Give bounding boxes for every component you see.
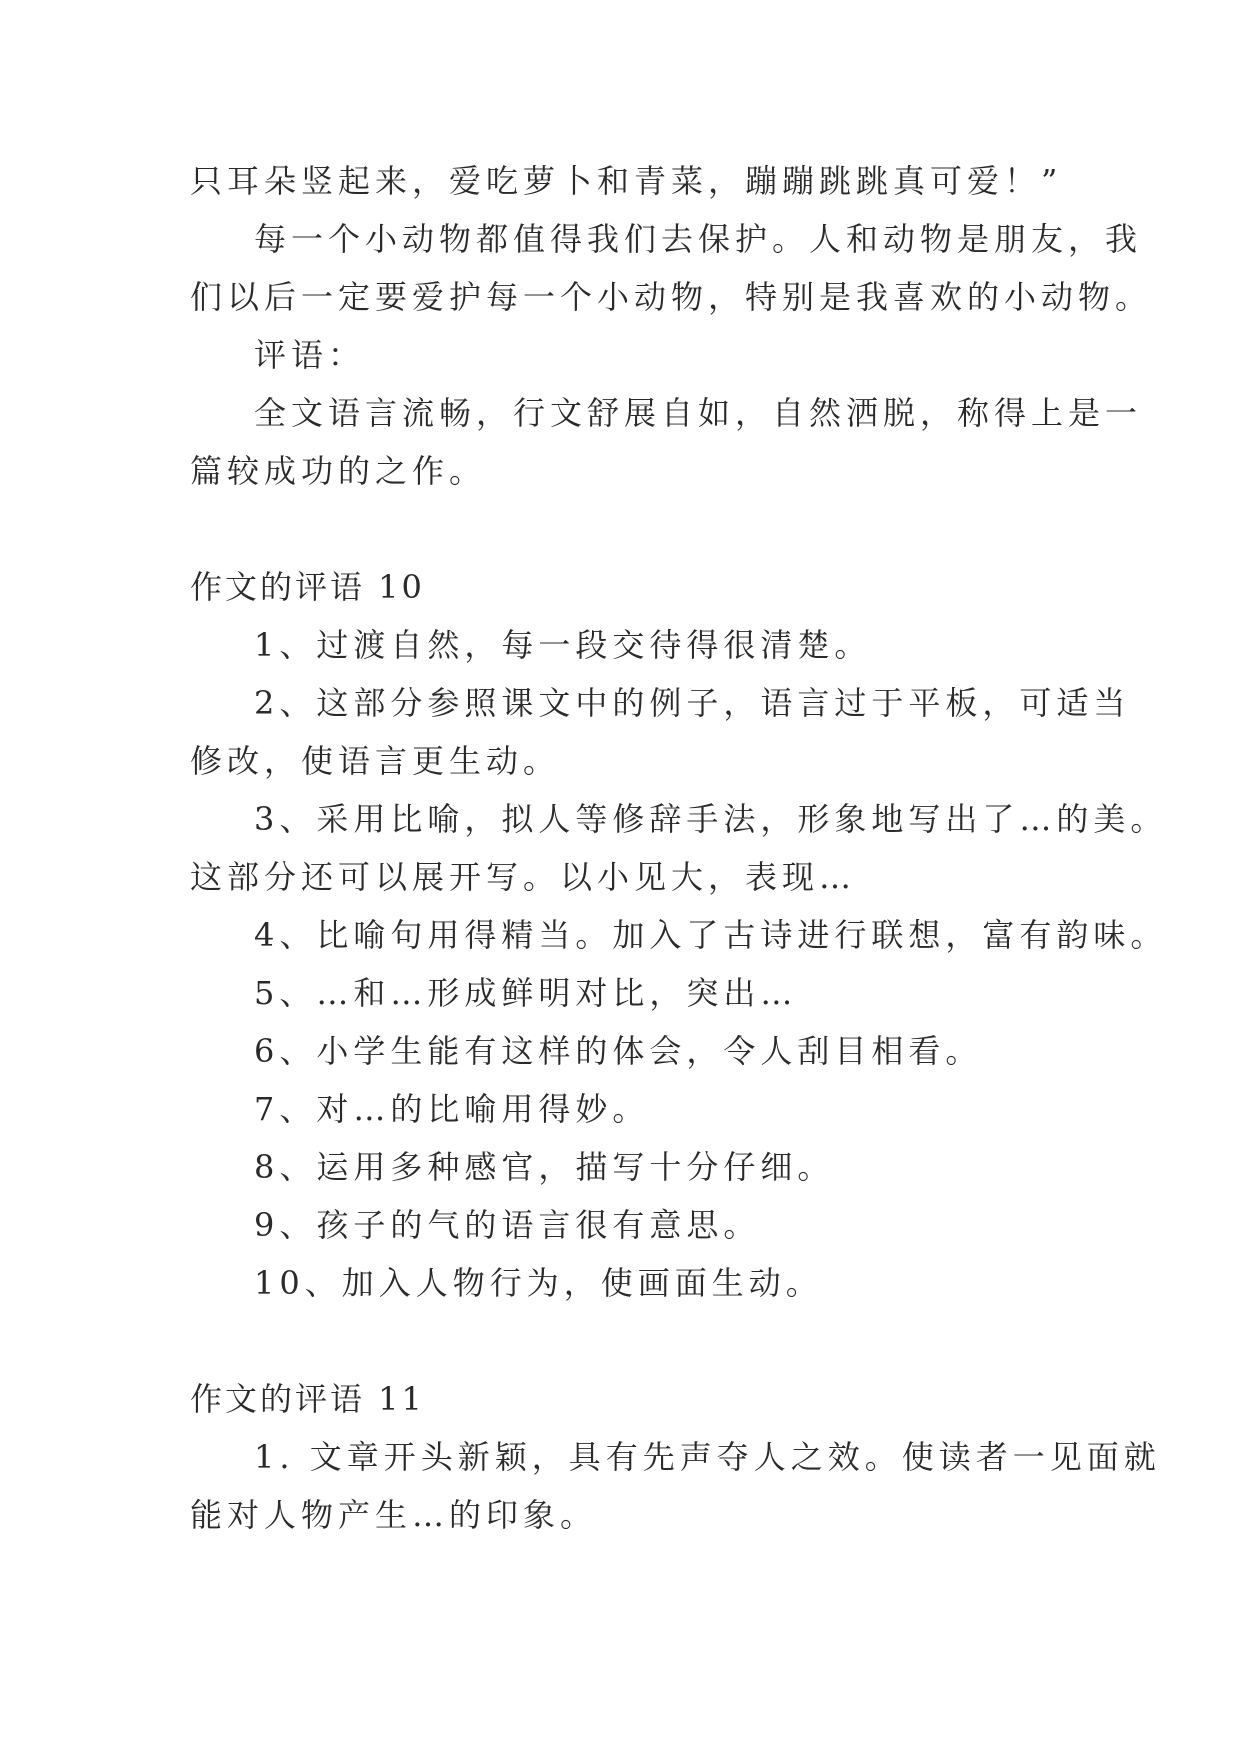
list-item-continuation: 能对人物产生…的印象。 <box>190 1496 598 1534</box>
list-item: 2、这部分参照课文中的例子，语言过于平板，可适当 <box>254 684 1131 722</box>
section-heading: 作文的评语 10 <box>190 568 425 606</box>
section-spacer <box>190 1312 1070 1370</box>
list-item-continuation: 这部分还可以展开写。以小见大，表现… <box>190 858 857 896</box>
list-item: 1. 文章开头新颖，具有先声夺人之效。使读者一见面就 <box>254 1438 1161 1476</box>
comment-label: 评语： <box>254 336 366 374</box>
paragraph-line: 们以后一定要爱护每一个小动物，特别是我喜欢的小动物。 <box>190 278 1153 316</box>
list-item: 4、比喻句用得精当。加入了古诗进行联想，富有韵味。 <box>254 916 1168 954</box>
paragraph-line: 全文语言流畅，行文舒展自如，自然洒脱，称得上是一 <box>254 394 1143 432</box>
list-item: 6、小学生能有这样的体会，令人刮目相看。 <box>254 1032 983 1070</box>
section-heading: 作文的评语 11 <box>190 1380 425 1418</box>
paragraph-line: 每一个小动物都值得我们去保护。人和动物是朋友，我 <box>254 220 1143 258</box>
list-item-continuation: 修改，使语言更生动。 <box>190 742 561 780</box>
list-item: 3、采用比喻，拟人等修辞手法，形象地写出了…的美。 <box>254 800 1168 838</box>
list-item: 9、孩子的气的语言很有意思。 <box>254 1206 761 1244</box>
paragraph-line: 只耳朵竖起来，爱吃萝卜和青菜，蹦蹦跳跳真可爱！” <box>190 162 1063 200</box>
list-item: 1、过渡自然，每一段交待得很清楚。 <box>254 626 872 664</box>
document-body <box>190 152 1168 1544</box>
paragraph-line: 篇较成功的之作。 <box>190 452 487 490</box>
list-item: 8、运用多种感官，描写十分仔细。 <box>254 1148 835 1186</box>
list-item: 7、对…的比喻用得妙。 <box>254 1090 650 1128</box>
list-item: 5、…和…形成鲜明对比，突出… <box>254 974 798 1012</box>
section-spacer <box>190 500 1070 558</box>
list-item: 10、加入人物行为，使画面生动。 <box>254 1264 823 1302</box>
